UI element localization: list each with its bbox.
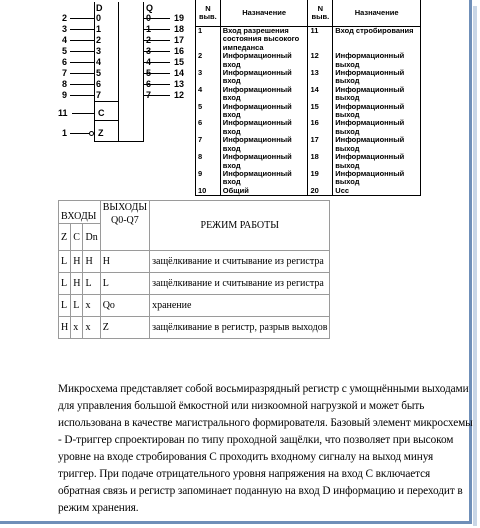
- pin-index: 0: [146, 13, 152, 23]
- pin-purpose-cell: Информационный выход: [333, 136, 421, 153]
- pin-number-cell: 9: [196, 170, 221, 187]
- table-row: [196, 69, 421, 86]
- pin-index: 5: [96, 68, 102, 78]
- mode-cell: защёлкивание и считывание из регистра: [150, 251, 330, 273]
- z-input-label: Z: [98, 128, 104, 138]
- mode-cell: хранение: [150, 295, 330, 317]
- pin-line: [70, 40, 94, 41]
- pin-purpose-cell: Информационный вход: [220, 86, 308, 103]
- table-row: [196, 170, 421, 187]
- q-cell: L: [100, 273, 149, 295]
- pin-number-cell: 15: [308, 103, 333, 120]
- pin-index: 1: [146, 24, 152, 34]
- pin-purpose-cell: Информационный вход: [220, 69, 308, 86]
- dn-cell: x: [83, 295, 100, 317]
- dn-cell: x: [83, 317, 100, 339]
- table-header-row: [59, 201, 330, 224]
- paragraph-line: Микросхема представляет собой восьмиразрядный регистр с умощнёнными выходами: [58, 383, 469, 395]
- pin-line: [70, 18, 94, 19]
- pin-number-cell: 17: [308, 136, 333, 153]
- pin-purpose-cell: Информационный вход: [220, 119, 308, 136]
- pin-number: 6: [62, 57, 68, 67]
- table-row: [196, 187, 421, 196]
- table-row: [196, 86, 421, 103]
- pin-number-cell: 10: [196, 187, 221, 196]
- c-cell: L: [71, 295, 83, 317]
- pin-purpose-cell: Вход разрешения состояния высокого импеданса: [220, 27, 308, 53]
- pin-number-cell: 13: [308, 69, 333, 86]
- pin-number: 12: [174, 90, 185, 100]
- table-row: [59, 251, 330, 273]
- inputs-header: ВХОДЫ: [59, 201, 101, 224]
- pin-purpose-cell: Информационный выход: [333, 170, 421, 187]
- table-row: [196, 119, 421, 136]
- pin-number-cell: 12: [308, 52, 333, 69]
- paragraph-line: обратная связь и регистр запоминает поданную на вход D информацию и переходит в: [58, 485, 463, 497]
- pin-purpose-cell: Информационный выход: [333, 153, 421, 170]
- q-cell: Z: [100, 317, 149, 339]
- c-cell: H: [71, 273, 83, 295]
- pin-number-cell: 6: [196, 119, 221, 136]
- pin-number-cell: 20: [308, 187, 333, 196]
- pin-purpose-cell: Ucc: [333, 187, 421, 196]
- chip-separator: [94, 120, 119, 121]
- pin-number-cell: 11: [308, 27, 333, 53]
- pin-index: 3: [146, 46, 152, 56]
- pin-number: 7: [62, 68, 68, 78]
- q-cell: H: [100, 251, 149, 273]
- pin-index: 5: [146, 68, 152, 78]
- pin-index: 7: [146, 90, 152, 100]
- pin-number: 17: [174, 35, 185, 45]
- pin-purpose-cell: Информационный вход: [220, 52, 308, 69]
- chip-body: [94, 2, 144, 142]
- c-cell: H: [71, 251, 83, 273]
- column-header: Назначение: [220, 0, 308, 27]
- pin-line: [144, 73, 170, 74]
- table-row: [196, 52, 421, 69]
- pin-line: [144, 95, 170, 96]
- d-column-label: D: [96, 3, 103, 13]
- pin-line: [70, 84, 94, 85]
- table-row: [59, 273, 330, 295]
- dn-cell: L: [83, 273, 100, 295]
- pin-number: 1: [62, 128, 68, 138]
- pin-line: [144, 29, 170, 30]
- pin-number: 13: [174, 79, 185, 89]
- outputs-header-label: ВЫХОДЫ: [102, 202, 148, 213]
- chip-separator: [94, 101, 119, 102]
- z-cell: H: [59, 317, 71, 339]
- pin-index: 0: [96, 13, 102, 23]
- c-input-label: C: [98, 108, 105, 118]
- pin-line: [70, 133, 89, 134]
- dn-cell: H: [83, 251, 100, 273]
- pin-index: 1: [96, 24, 102, 34]
- pin-line: [144, 51, 170, 52]
- pin-number: 4: [62, 35, 68, 45]
- q-column-label: Q: [146, 3, 154, 13]
- pin-purpose-cell: Информационный выход: [333, 69, 421, 86]
- pin-number-cell: 2: [196, 52, 221, 69]
- pin-purpose-cell: Информационный вход: [220, 170, 308, 187]
- pin-purpose-cell: Информационный выход: [333, 52, 421, 69]
- pin-purpose-cell: Информационный выход: [333, 119, 421, 136]
- pin-number: 3: [62, 24, 68, 34]
- pin-index: 4: [146, 57, 152, 67]
- pin-number: 19: [174, 13, 185, 23]
- pin-index: 3: [96, 46, 102, 56]
- pin-number: 9: [62, 90, 68, 100]
- description-paragraph: [58, 381, 473, 517]
- column-header-c: C: [71, 224, 83, 251]
- pin-purpose-cell: Вход стробирования: [333, 27, 421, 53]
- q-cell: Qo: [100, 295, 149, 317]
- pin-line: [144, 40, 170, 41]
- z-cell: L: [59, 251, 71, 273]
- pin-line: [144, 18, 170, 19]
- column-header: Назначение: [333, 0, 421, 27]
- pin-number-cell: 7: [196, 136, 221, 153]
- pin-purpose-cell: Информационный выход: [333, 103, 421, 120]
- paragraph-line: уровне на входе стробирования C проходить входному сигналу на выход минуя: [58, 451, 434, 463]
- inversion-bubble-icon: [89, 131, 94, 136]
- pin-number-cell: 1: [196, 27, 221, 53]
- z-cell: L: [59, 273, 71, 295]
- paragraph-line: - D-триггер спроектирован по типу проходной защёлки, что позволяет при высоком: [58, 434, 454, 446]
- pin-index: 4: [96, 57, 102, 67]
- pin-number: 14: [174, 68, 185, 78]
- truth-table: [58, 200, 330, 339]
- pin-index: 7: [96, 90, 102, 100]
- chip-diagram: [0, 0, 200, 150]
- paragraph-line: для управления большой ёмкостной или низкоомной нагрузкой и может быть: [58, 400, 425, 412]
- table-row: [196, 103, 421, 120]
- table-row: [59, 295, 330, 317]
- pin-purpose-cell: Информационный вход: [220, 136, 308, 153]
- paragraph-line: режим хранения.: [58, 502, 139, 514]
- pin-line: [70, 51, 94, 52]
- pin-number: 18: [174, 24, 185, 34]
- pin-purpose-cell: Общий: [220, 187, 308, 196]
- column-header: N выв.: [196, 0, 221, 27]
- pin-purpose-cell: Информационный вход: [220, 103, 308, 120]
- pin-line: [144, 62, 170, 63]
- table-row: [196, 27, 421, 53]
- table-row: [196, 153, 421, 170]
- pin-line: [70, 29, 94, 30]
- mode-cell: защёлкивание в регистр, разрыв выходов: [150, 317, 330, 339]
- pin-number-cell: 18: [308, 153, 333, 170]
- pin-line: [70, 73, 94, 74]
- c-cell: x: [71, 317, 83, 339]
- pin-number-cell: 16: [308, 119, 333, 136]
- pin-line: [70, 95, 94, 96]
- table-header-row: [196, 0, 421, 27]
- pin-line: [72, 113, 94, 114]
- pin-index: 6: [146, 79, 152, 89]
- table-row: [59, 317, 330, 339]
- pin-number: 11: [58, 108, 68, 118]
- pin-number-cell: 8: [196, 153, 221, 170]
- pin-purpose-cell: Информационный вход: [220, 153, 308, 170]
- pin-number-cell: 5: [196, 103, 221, 120]
- outputs-header: [100, 201, 149, 251]
- mode-header: РЕЖИМ РАБОТЫ: [150, 201, 330, 251]
- pin-index: 2: [96, 35, 102, 45]
- pin-number: 16: [174, 46, 185, 56]
- pin-line: [144, 84, 170, 85]
- pin-number-cell: 3: [196, 69, 221, 86]
- paragraph-line: использована в качестве магистрального формирователя. Базовый элемент микросхемы: [58, 417, 473, 429]
- z-cell: L: [59, 295, 71, 317]
- pin-description-table: [195, 0, 421, 196]
- pin-number: 2: [62, 13, 68, 23]
- mode-cell: защёлкивание и считывание из регистра: [150, 273, 330, 295]
- pin-index: 2: [146, 35, 152, 45]
- column-header: N выв.: [308, 0, 333, 27]
- pin-number-cell: 19: [308, 170, 333, 187]
- table-row: [196, 136, 421, 153]
- column-header-z: Z: [59, 224, 71, 251]
- pin-index: 6: [96, 79, 102, 89]
- pin-number: 15: [174, 57, 185, 67]
- pin-number-cell: 4: [196, 86, 221, 103]
- pin-line: [70, 62, 94, 63]
- chip-divider: [118, 2, 119, 142]
- column-header-dn: Dn: [83, 224, 100, 251]
- pin-number: 8: [62, 79, 68, 89]
- paragraph-line: триггер. При подаче отрицательного уровня напряжения на вход C включается: [58, 468, 431, 480]
- pin-number: 5: [62, 46, 68, 56]
- pin-purpose-cell: Информационный выход: [333, 86, 421, 103]
- outputs-subheader: Q0-Q7: [111, 215, 139, 226]
- pin-number-cell: 14: [308, 86, 333, 103]
